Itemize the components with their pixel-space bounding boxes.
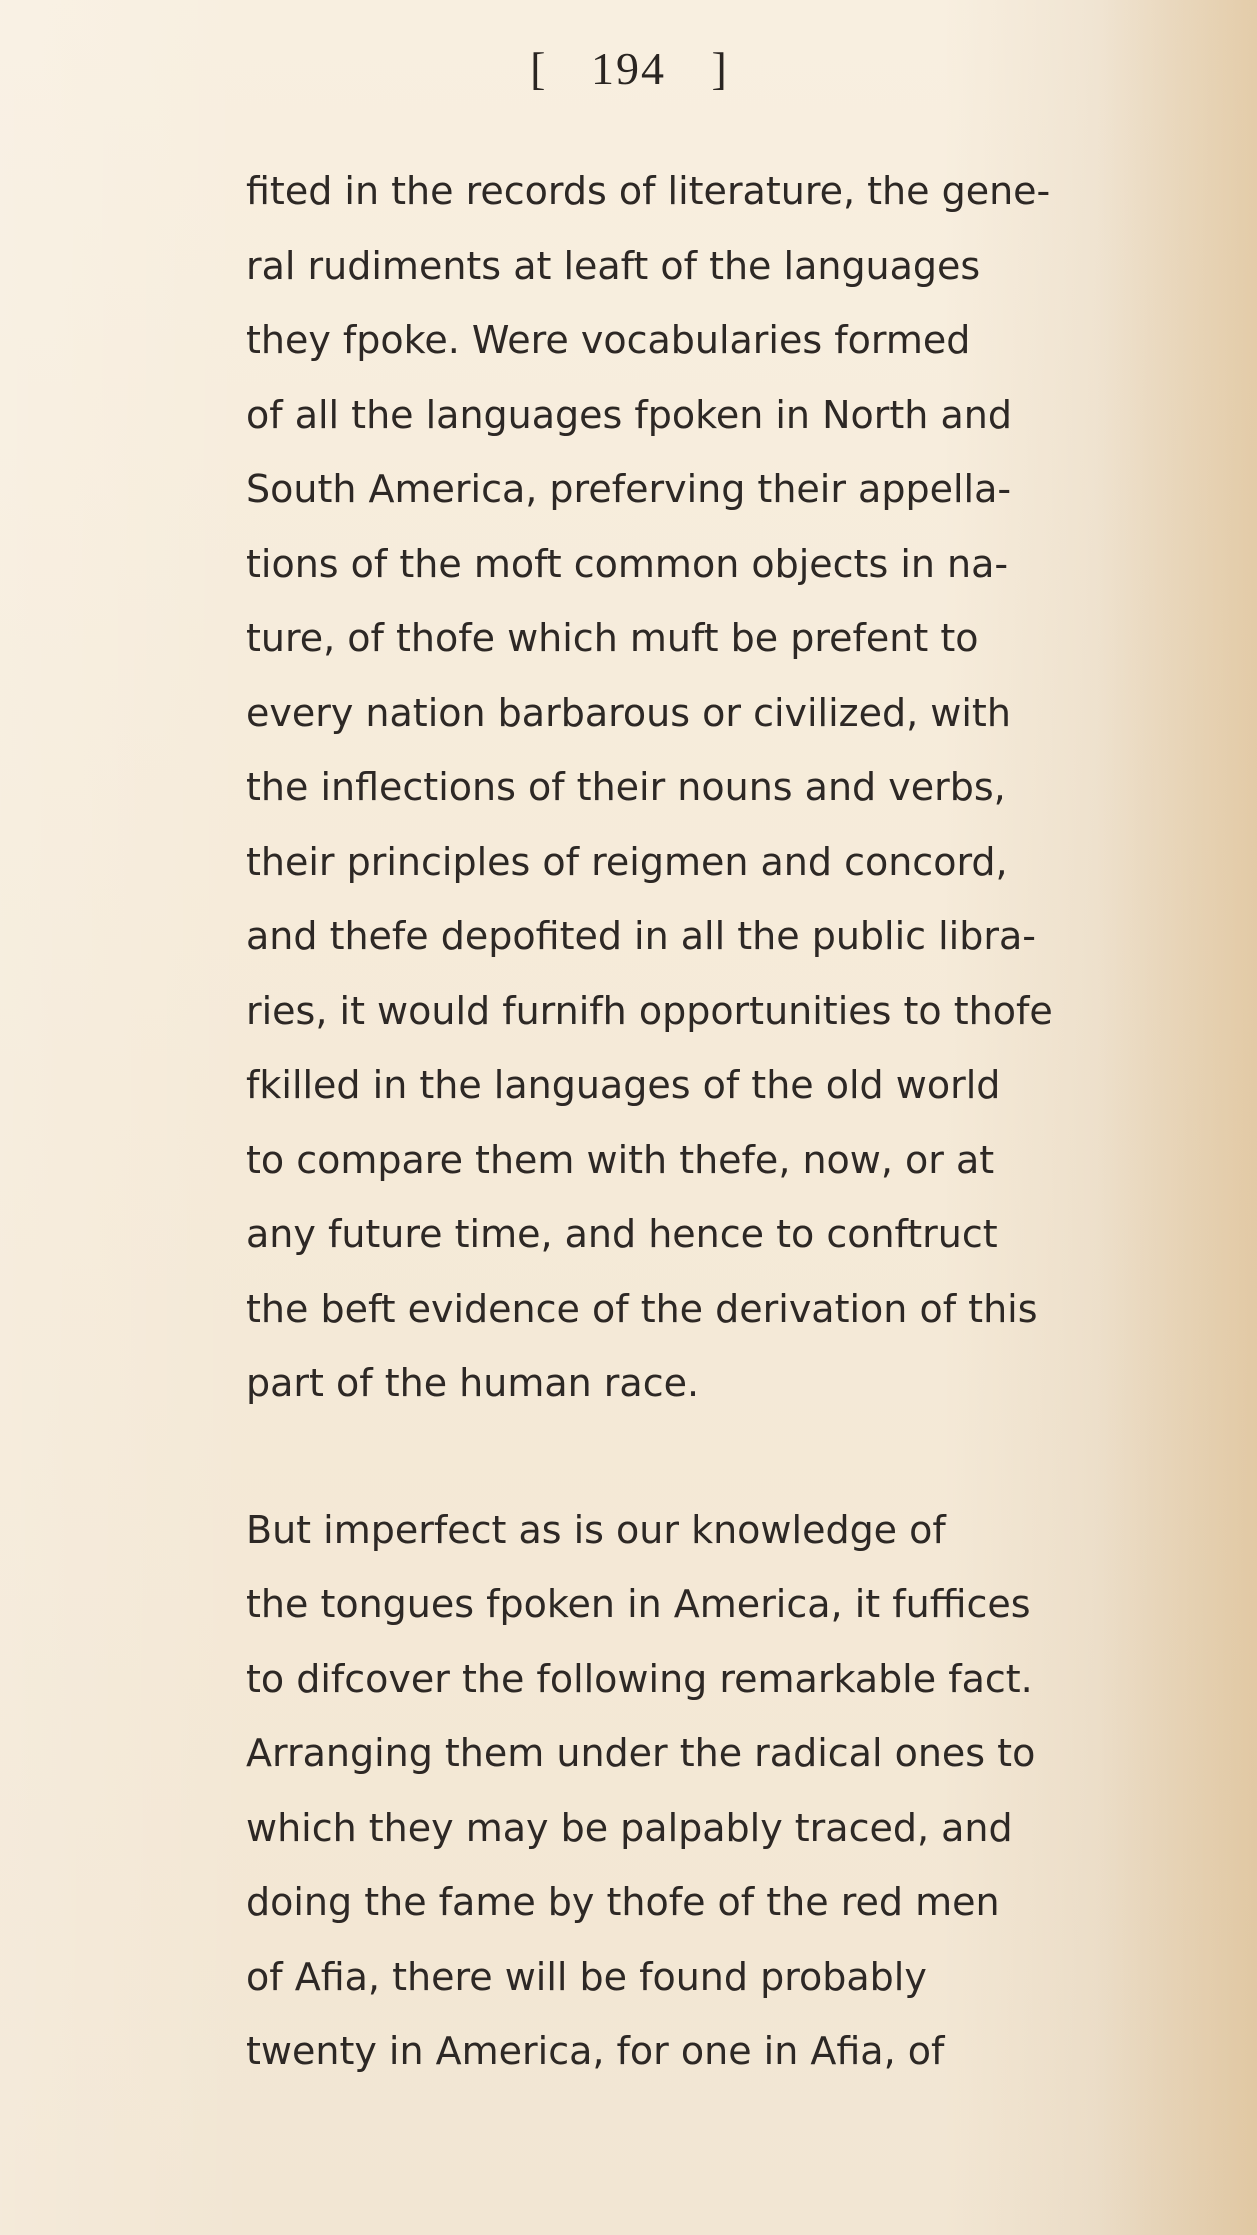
page-number: 194 (591, 43, 666, 94)
text-line: Arranging them under the radical ones to (246, 1731, 1036, 1775)
text-line: they fpoke. Were vocabularies formed (246, 318, 971, 362)
text-line: of Afia, there will be found probably (246, 1954, 927, 1999)
text-line: every nation barbarous or civilized, with (246, 690, 1011, 735)
text-line: the tongues fpoken in America, it fuffices (246, 1582, 1031, 1626)
body-text (246, 154, 1201, 2089)
text-line: to compare them with thefe, now, or at (246, 1137, 995, 1182)
paragraph-1 (246, 154, 1201, 1421)
text-line: ral rudiments at leaft of the languages (246, 243, 981, 288)
text-line: of all the languages fpoken in North and (246, 392, 1012, 437)
text-line: fited in the records of literature, the gene- (246, 169, 1051, 213)
text-line: to difcover the following remarkable fact. (246, 1656, 1033, 1701)
text-line: and thefe depofited in all the public libra- (246, 914, 1036, 958)
text-line: any future time, and hence to conftruct (246, 1212, 998, 1256)
paragraph-gap (246, 1421, 1201, 1493)
text-line: the inflections of their nouns and verbs, (246, 765, 1006, 809)
left-bracket: [ (530, 43, 546, 94)
paragraph-2 (246, 1493, 1201, 2089)
text-line: which they may be palpably traced, and (246, 1805, 1013, 1850)
text-line: the beft evidence of the derivation of this (246, 1286, 1038, 1331)
page-header (0, 42, 1257, 95)
text-line: part of the human race. (246, 1361, 700, 1405)
text-line: twenty in America, for one in Afia, of (246, 2029, 945, 2073)
text-line: South America, preferving their appella- (246, 467, 1012, 511)
text-line: their principles of reigmen and concord, (246, 839, 1008, 884)
right-bracket: ] (711, 43, 727, 94)
text-line: ries, it would furnifh opportunities to thofe (246, 988, 1053, 1033)
text-line: But imperfect as is our knowledge of (246, 1507, 946, 1552)
text-line: ture, of thofe which muft be prefent to (246, 616, 979, 660)
text-line: doing the fame by thofe of the red men (246, 1880, 1000, 1924)
text-line: fkilled in the languages of the old world (246, 1063, 1001, 1107)
text-line: tions of the moft common objects in na- (246, 541, 1009, 586)
